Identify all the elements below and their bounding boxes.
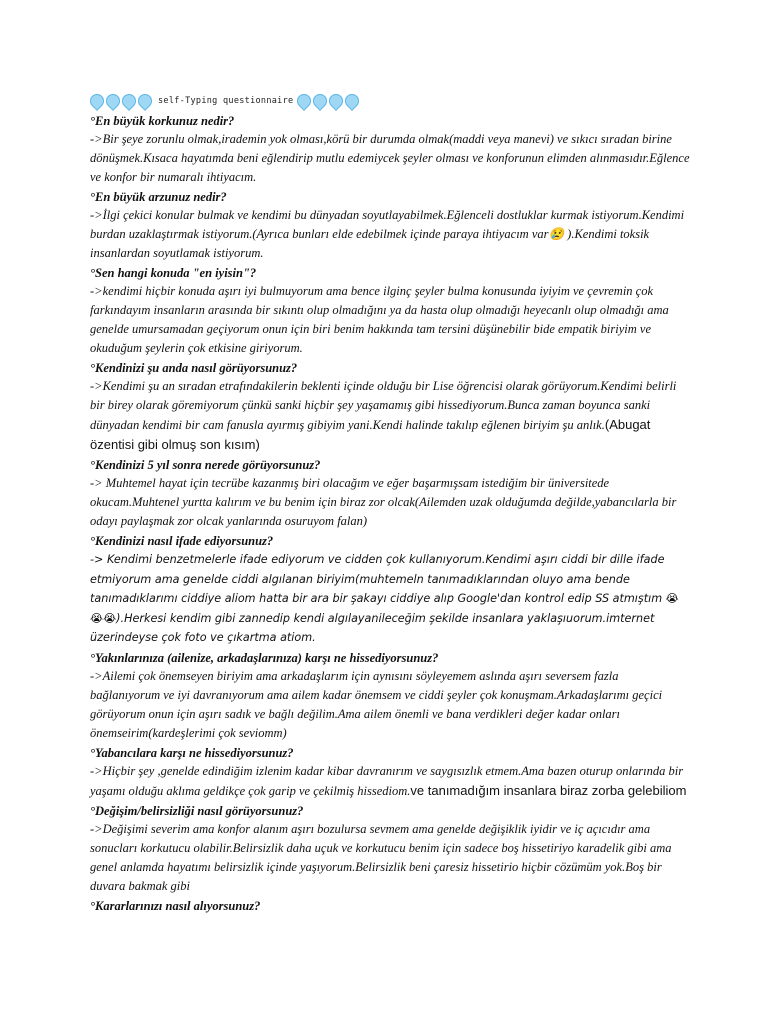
answer-text: ->Değişimi severim ama konfor alanım aşırı bozulursa sevmem ama genelde değişiklik iyidir ve iç açıcıdır ama sonucları korkutucu olabilir.Belirsizlik daha uçuk ve korkutucu benim için sadece boş hissetiriyo karadelik gibi ama genel anlamda hayatımı belirsizlik içinde yaşıyorum.Belirsizlik beni çaresiz hissetirio hiçbir cözümüm yok.Boş bir duvara bakmak gibi [90, 821, 672, 893]
question-heading: °En büyük korkunuz nedir? [90, 114, 235, 128]
questionnaire-header [90, 92, 690, 110]
questionnaire-content [90, 92, 690, 915]
question-heading: °Kendinizi 5 yıl sonra nerede görüyorsunuz? [90, 458, 321, 472]
qa-block [90, 112, 690, 187]
question-heading: °En büyük arzunuz nedir? [90, 190, 227, 204]
question-heading: °Kendinizi şu anda nasıl görüyorsunuz? [90, 361, 298, 375]
qa-block [90, 897, 690, 915]
answer-text: ->Ailemi çok önemseyen biriyim ama arkadaşlarım için aynısını söyleyemem aslında aşırı seversem fazla bağlanıyorum ve iyi davranıyorum ama ailem kadar önemsem ve ciddi şeyler çok konuşmam.Arkadaşlarımı geçici görüyorum onun için aşırı sadık ve bağlı değilim.Ama ailem önemli ve bana verdikleri değer kadar onları önemseirim(kardeşlerimi çok seviomm) [90, 668, 663, 740]
answer-text: ->Bir şeye zorunlu olmak,irademin yok olması,körü bir durumda olmak(maddi veya manevi) ve sıkıcı sıradan birine dönüşmek.Kısaca hayatımda beni eğlendirip mutlu edemiycek şeyler olması ve konforunun elimden alınmasıdır.Eğlence ve konfor bir numaralı ihtiyacım. [90, 132, 690, 184]
qa-block [90, 188, 690, 263]
water-drops-icon [90, 94, 154, 108]
question-heading: °Değişim/belirsizliği nasıl görüyorsunuz? [90, 803, 304, 818]
question-heading: °Kararlarınızı nasıl alıyorsunuz? [90, 898, 261, 913]
answer-text: ->kendimi hiçbir konuda aşırı iyi bulmuyorum ama bence ilginç şeyler bulma konusunda iyiyim ve çevremin çok farkındayım insanların arasında bir sıkıntı olup olmadığını ya da hasta olup olmadığı heyecanlı olup olmadığı ama genelde umursamadan geçiyorum onun için biri benim hakkında tam tersini düşünebilir bide empatik biriyim ve okuduğum şeylerin çok etkisine giriyorum. [90, 284, 669, 355]
water-drops-icon [297, 94, 361, 108]
question-heading: °Yabancılara karşı ne hissediyorsunuz? [90, 745, 294, 760]
qa-block [90, 456, 690, 531]
qa-block [90, 532, 690, 648]
answer-note: ve tanımadığım insanlara biraz zorba gelebiliom [410, 782, 687, 798]
answer-text: -> Kendimi benzetmelerle ifade ediyorum ve cidden çok kullanıyorum.Kendimi aşırı ciddi bir dille ifade etmiyorum ama genelde ciddi algılanan biriyim(muhtemeln tanımadıklarından oluyo ama bende tanımadıklarımı ciddiye aliom hatta bir ara bir şakayı ciddiye alıp Google'dan kontrol edip SS atmıştım 😭😭😭).Herkesi kendim gibi zannedip kendi algılayanileceğim şekilde insanlara yaklaşıuorum.imternet üzerindeyse çok foto ve çıkartma atiom. [90, 553, 679, 644]
qa-block [90, 744, 690, 801]
question-heading: °Sen hangi konuda "en iyisin"? [90, 266, 257, 280]
answer-text: -> Muhtemel hayat için tecrübe kazanmış biri olacağım ve eğer başarmışsam istediğim bir üniversitede okucam.Muhtenel yurtta kalırım ve bu benim için biraz zor olcak(Ailemden uzak olduğumda değilde,yabancılarla bir odayı paylaşmak zor olcak yanlarında osuruyom falan) [90, 476, 677, 528]
question-heading: °Yakınlarınıza (ailenize, arkadaşlarınıza) karşı ne hissediyorsunuz? [90, 650, 439, 665]
qa-block [90, 802, 690, 896]
qa-block [90, 649, 690, 743]
qa-block [90, 264, 690, 358]
question-heading: °Kendinizi nasıl ifade ediyorsunuz? [90, 534, 274, 548]
answer-text: ->Hiçbir şey ,genelde edindiğim izlenim kadar kibar davranırım ve saygısızlık etmem.Ama bazen oturup onlarında bir yaşamı olduğu aklıma geldikçe çok garip ve çekilmiş hissediom.ve tanımadığım insanlara biraz zorba gelebiliom [90, 763, 687, 798]
answer-text: ->Kendimi şu an sıradan etrafındakilerin beklenti içinde olduğu bir Lise öğrencisi olarak görüyorum.Kendimi belirli bir birey olarak göremiyorum çünkü sanki hiçbir şey yaşamamış gibi hissediyorum.Bunca zaman boyunca sanki dünyadan kendimi bir cam fanusla ayırmış gibiyim yani.Kendi halinde takılıp eğlenen biriyim şu anlık.(Abugat özentisi gibi olmuş son kısım) [90, 379, 677, 452]
answer-note: (Abugat özentisi gibi olmuş son kısım) [90, 417, 651, 452]
qa-block [90, 359, 690, 455]
answer-text: ->İlgi çekici konular bulmak ve kendimi bu dünyadan soyutlayabilmek.Eğlenceli dostluklar kurmak istiyorum.Kendimi burdan uzaklaştırmak istiyorum.(Ayrıca bunları elde edebilmek içinde paraya ihtiyacım var😢 ).Kendimi toksik insanlardan soyutlamak istiyorum. [90, 208, 685, 260]
header-title: self-Typing questionnaire [158, 96, 294, 106]
